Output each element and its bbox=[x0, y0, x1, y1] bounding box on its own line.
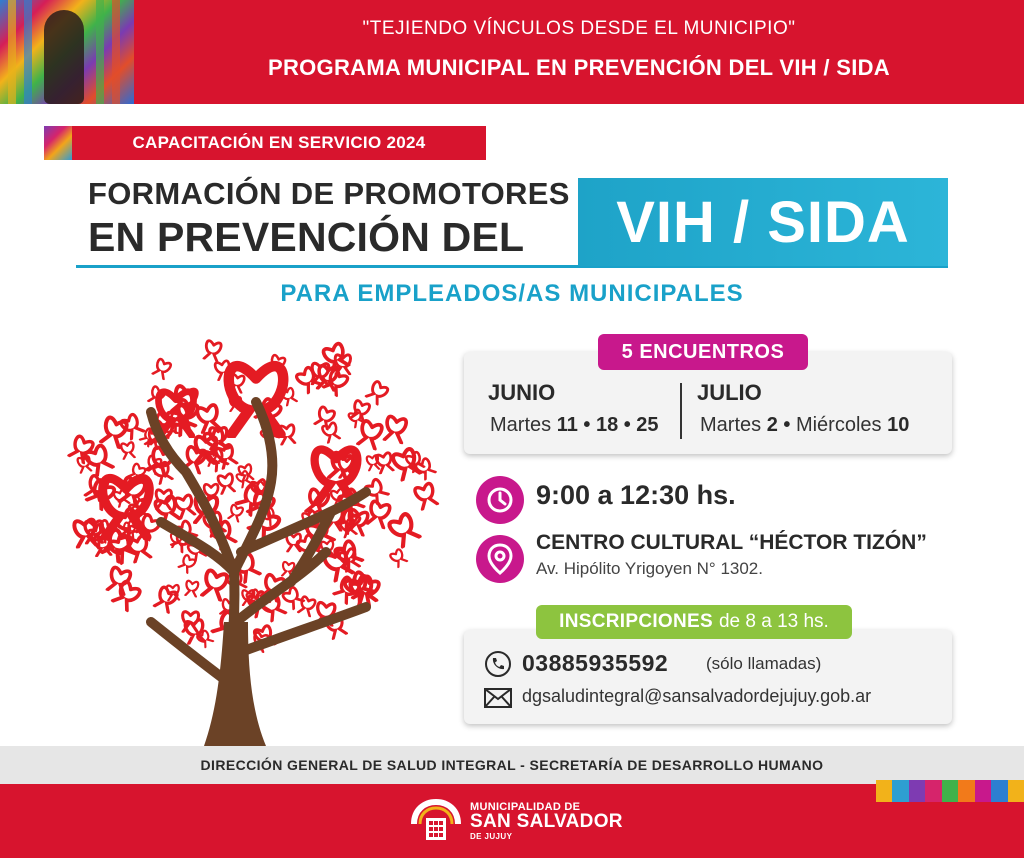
venue-address: Av. Hipólito Yrigoyen N° 1302. bbox=[536, 559, 763, 578]
color-stripe bbox=[44, 126, 72, 160]
audience-subtitle: PARA EMPLEADOS/AS MUNICIPALES bbox=[280, 280, 744, 307]
clock-icon bbox=[476, 476, 524, 524]
course-title-line1: FORMACIÓN DE PROMOTORES bbox=[88, 176, 570, 211]
encuentros-badge: 5 ENCUENTROS bbox=[598, 334, 808, 370]
registration-card bbox=[464, 630, 952, 724]
july-day2: 10 bbox=[887, 414, 910, 436]
header-bar bbox=[0, 0, 1024, 104]
month-july: JULIO bbox=[697, 380, 762, 405]
header-photo bbox=[0, 0, 134, 104]
location-pin-icon bbox=[476, 535, 524, 583]
course-title-line2: EN PREVENCIÓN DEL bbox=[88, 214, 525, 260]
phone-icon bbox=[484, 650, 512, 678]
june-days bbox=[490, 414, 659, 437]
phone-number[interactable]: 03885935592 bbox=[522, 650, 669, 676]
capacitacion-banner: CAPACITACIÓN EN SERVICIO 2024 bbox=[72, 126, 486, 160]
month-june: JUNIO bbox=[488, 380, 556, 405]
july-days bbox=[700, 414, 909, 437]
header-tagline: "TEJIENDO VÍNCULOS DESDE EL MUNICIPIO" bbox=[362, 18, 796, 39]
july-weekday1: Martes bbox=[700, 414, 762, 436]
registration-hours: de 8 a 13 hs. bbox=[718, 611, 829, 632]
june-day-numbers: 11 • 18 • 25 bbox=[556, 414, 659, 436]
schedule-time: 9:00 a 12:30 hs. bbox=[536, 480, 736, 510]
venue-name: CENTRO CULTURAL “HÉCTOR TIZÓN” bbox=[536, 531, 927, 554]
header-program-title: PROGRAMA MUNICIPAL EN PREVENCIÓN DEL VIH / SIDA bbox=[267, 55, 890, 80]
envelope-icon bbox=[484, 688, 512, 708]
municipality-logo-icon bbox=[410, 798, 462, 844]
logo-line3: DE JUJUY bbox=[470, 832, 513, 841]
direction-band: DIRECCIÓN GENERAL DE SALUD INTEGRAL - SECRETARÍA DE DESARROLLO HUMANO bbox=[0, 746, 1024, 784]
july-day1: 2 bbox=[766, 414, 778, 436]
july-weekday2: Miércoles bbox=[795, 414, 882, 436]
logo-line1: MUNICIPALIDAD DE bbox=[470, 801, 581, 813]
registration-badge bbox=[536, 605, 852, 639]
email-address[interactable]: dgsaludintegral@sansalvadordejujuy.gob.ar bbox=[522, 686, 872, 706]
ribbon-tree-illustration bbox=[66, 322, 446, 746]
vih-sida-highlight: VIH / SIDA bbox=[578, 178, 948, 266]
color-mosaic bbox=[876, 780, 1024, 802]
phone-note: (sólo llamadas) bbox=[706, 654, 822, 673]
logo-line2: SAN SALVADOR bbox=[470, 811, 623, 832]
july-separator: • bbox=[783, 414, 791, 436]
registration-label: INSCRIPCIONES bbox=[559, 611, 713, 632]
dates-divider bbox=[680, 383, 682, 439]
june-weekday: Martes bbox=[490, 414, 552, 436]
